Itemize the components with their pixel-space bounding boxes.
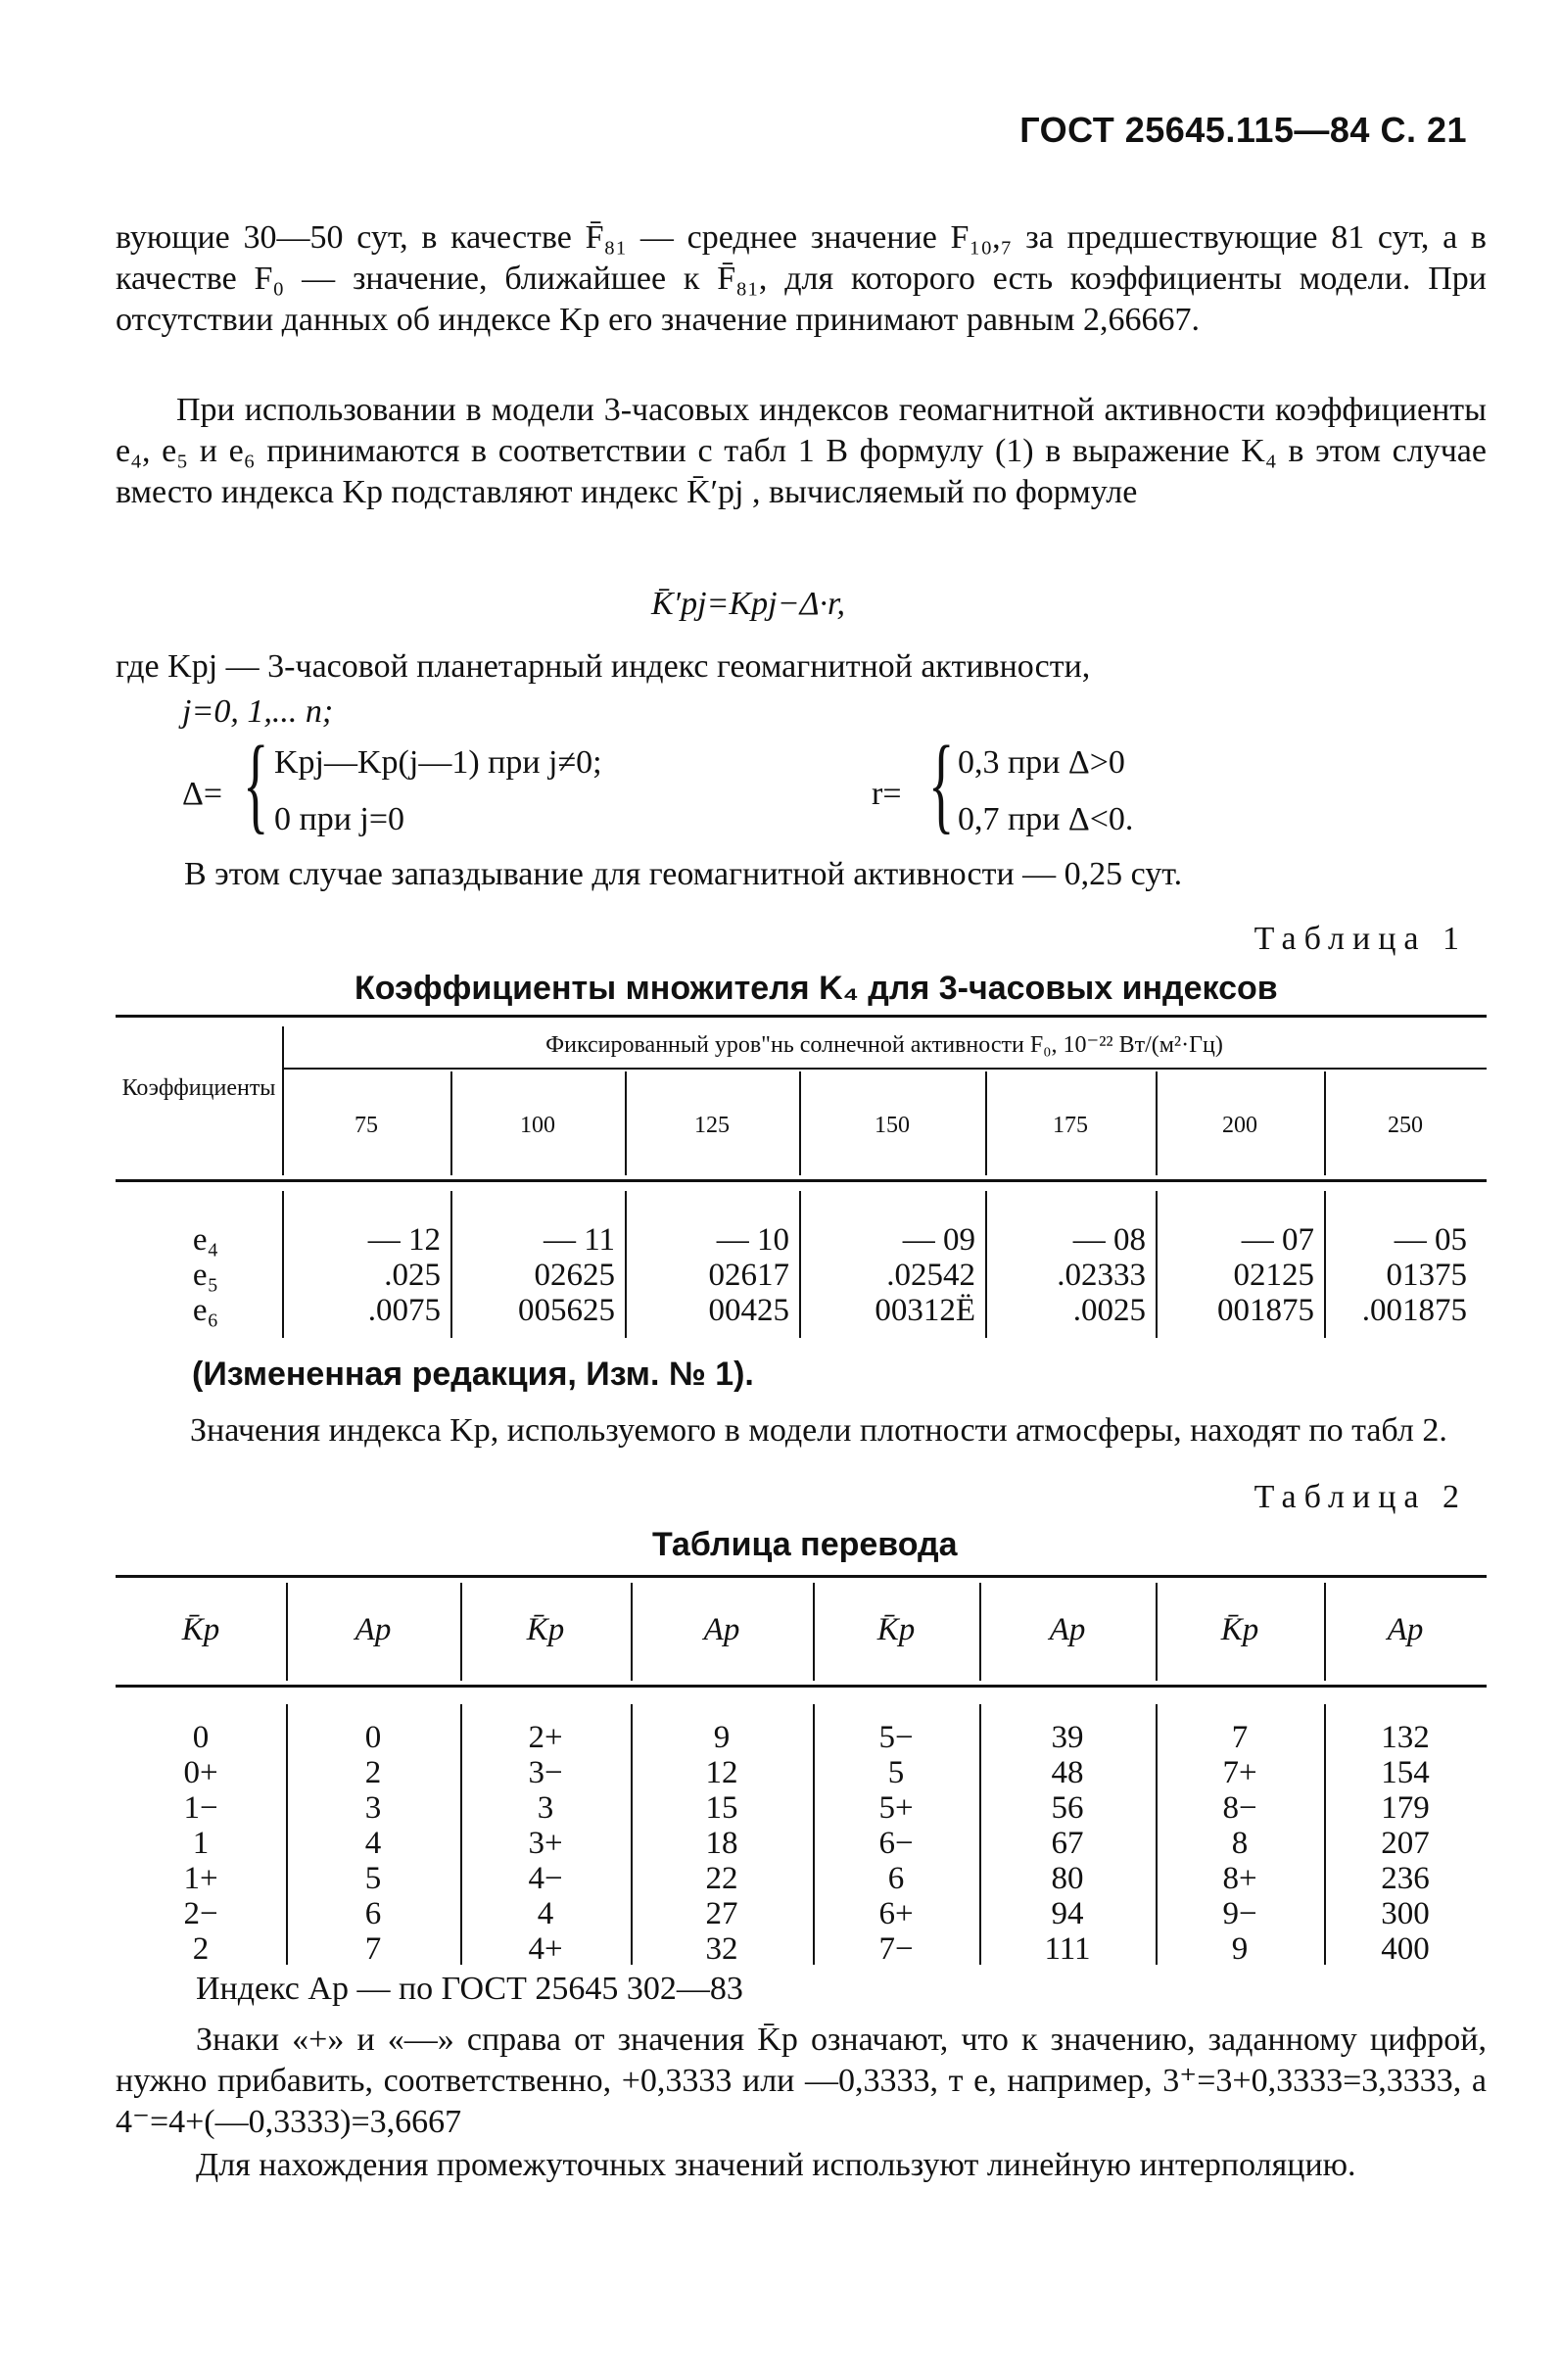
- table-2-cell: 67: [1051, 1826, 1084, 1861]
- paragraph-4: Значения индекса Kp, используемого в модели плотности атмосферы, находят по табл 2.: [190, 1412, 1447, 1449]
- table-2-cell: 22: [705, 1861, 738, 1896]
- table-1-cell: 02125: [1233, 1258, 1314, 1293]
- table-2-cell: 132: [1381, 1720, 1430, 1755]
- table-1-cell: 00312Ё: [875, 1293, 975, 1328]
- table-2-header: K̄p: [181, 1612, 220, 1647]
- table-2-cell: 5−: [878, 1720, 914, 1755]
- table-2-cell: 8+: [1222, 1861, 1257, 1896]
- table-2-cell: 9: [713, 1720, 731, 1755]
- r-label: r=: [872, 776, 902, 812]
- table-2-cell: 236: [1381, 1861, 1430, 1896]
- delta-case-1: Kpj—Kp(j—1) при j≠0;: [274, 744, 602, 781]
- delta-case-2: 0 при j=0: [274, 801, 405, 837]
- table-2-cell: 1+: [183, 1861, 218, 1896]
- table-1-cell: .0025: [1072, 1293, 1146, 1328]
- table-2-cell: 12: [705, 1755, 738, 1790]
- table-1-cell: — 08: [1072, 1222, 1146, 1258]
- table-2-cell: 5: [887, 1755, 905, 1790]
- table-2-cell: 4: [364, 1826, 382, 1861]
- table-1-col-header: 100: [520, 1113, 555, 1138]
- table-1-title: Коэффициенты множителя K₄ для 3-часовых индексов: [355, 970, 1278, 1007]
- table-2-header: Ap: [355, 1612, 392, 1647]
- table-2-cell: 80: [1051, 1861, 1084, 1896]
- table-2-cell: 7: [1231, 1720, 1249, 1755]
- table-1-cell: .025: [384, 1258, 441, 1293]
- where-kpj: где Kpj — 3-часовой планетарный индекс геомагнитной активности,: [116, 648, 1091, 685]
- delta-label: Δ=: [182, 776, 223, 812]
- table-1-cell: .001875: [1361, 1293, 1467, 1328]
- table-2-cell: 5: [364, 1861, 382, 1896]
- formula-kpj: K̄′pj=Kpj−Δ·r,: [651, 586, 845, 622]
- table-1-cell: 01375: [1386, 1258, 1467, 1293]
- where-j: j=0, 1,... n;: [182, 693, 334, 730]
- table-2-cell: 6: [887, 1861, 905, 1896]
- edit-note: (Измененная редакция, Изм. № 1).: [192, 1356, 754, 1393]
- table-2-cell: 15: [705, 1790, 738, 1826]
- table-1-label: Таблица 1: [1254, 921, 1467, 957]
- r-case-1: 0,3 при Δ>0: [958, 744, 1125, 781]
- table-2-cell: 2+: [528, 1720, 563, 1755]
- table-2-cell: 56: [1051, 1790, 1084, 1826]
- table-2-cell: 0: [192, 1720, 210, 1755]
- paragraph-3: В этом случае запаздывание для геомагнитной активности — 0,25 сут.: [184, 856, 1183, 892]
- table-2-cell: 5+: [878, 1790, 914, 1826]
- table-1-cell: 02625: [534, 1258, 615, 1293]
- table-1-cell: .02333: [1057, 1258, 1146, 1293]
- table-2-header: K̄p: [1220, 1612, 1259, 1647]
- table-2-label: Таблица 2: [1254, 1479, 1467, 1515]
- table-1-cell: 00425: [708, 1293, 789, 1328]
- table-2-cell: 6−: [878, 1826, 914, 1861]
- table-2-cell: 32: [705, 1931, 738, 1967]
- table-1-cell: 02617: [708, 1258, 789, 1293]
- table-2-title: Таблица перевода: [652, 1526, 958, 1563]
- table-2-cell: 6: [364, 1896, 382, 1931]
- table-1-cell: — 05: [1394, 1222, 1467, 1258]
- table-1-cell: — 09: [902, 1222, 975, 1258]
- table-1-cell: 005625: [518, 1293, 615, 1328]
- page-header: ГОСТ 25645.115—84 С. 21: [1019, 110, 1467, 150]
- paragraph-1: вующие 30—50 сут, в качестве F̄₈₁ — среднее значение F₁₀,₇ за предшествующие 81 сут, а в качестве F₀ — значение, ближайшее к F̄₈₁, для которого есть коэффициенты модели. При отсутствии данных об индексе Kp его значение принимают равным 2,66667.: [116, 219, 1487, 338]
- table-2-cell: 27: [705, 1896, 738, 1931]
- table-2-cell: 0+: [183, 1755, 218, 1790]
- note-ap: Индекс Ap — по ГОСТ 25645 302—83: [196, 1971, 743, 2007]
- table-2-cell: 48: [1051, 1755, 1084, 1790]
- table-2-cell: 9−: [1222, 1896, 1257, 1931]
- table-1-row-name: e₆: [192, 1293, 219, 1328]
- table-2-cell: 3+: [528, 1826, 563, 1861]
- table-2-cell: 18: [705, 1826, 738, 1861]
- table-1-group-header: Фиксированный уров"нь солнечной активности F₀, 10⁻²² Вт/(м²·Гц): [545, 1032, 1223, 1058]
- table-1-col-header: 175: [1053, 1113, 1088, 1138]
- table-2-cell: 2−: [183, 1896, 218, 1931]
- table-1-col-header: 75: [355, 1113, 378, 1138]
- delta-brace: {: [243, 724, 269, 843]
- table-2-header: Ap: [1049, 1612, 1086, 1647]
- table-2-header: Ap: [703, 1612, 740, 1647]
- table-2-cell: 207: [1381, 1826, 1430, 1861]
- table-2-cell: 2: [192, 1931, 210, 1967]
- table-1-cell: — 11: [543, 1222, 615, 1258]
- table-2-cell: 300: [1381, 1896, 1430, 1931]
- table-1-col-header: 125: [694, 1113, 730, 1138]
- table-2-cell: 4−: [528, 1861, 563, 1896]
- note-signs: Знаки «+» и «—» справа от значения K̄p означают, что к значению, заданному цифрой, нужно прибавить, соответственно, +0,3333 или —0,3333, т е, например, 3⁺=3+0,3333=3,3333, а 4⁻=4+(—0,3333)=3,6667: [116, 2022, 1487, 2140]
- r-brace: {: [928, 724, 955, 843]
- note-interpolation: Для нахождения промежуточных значений используют линейную интерполяцию.: [196, 2147, 1356, 2183]
- table-1-cell: .0075: [367, 1293, 441, 1328]
- table-2-cell: 3: [364, 1790, 382, 1826]
- table-2-cell: 9: [1231, 1931, 1249, 1967]
- table-1-cell: .02542: [886, 1258, 975, 1293]
- table-1-row-name: e₅: [192, 1258, 219, 1293]
- table-1-col-header: 250: [1388, 1113, 1423, 1138]
- table-2-cell: 7: [364, 1931, 382, 1967]
- table-2-cell: 8−: [1222, 1790, 1257, 1826]
- table-2-cell: 39: [1051, 1720, 1084, 1755]
- table-2-cell: 1: [192, 1826, 210, 1861]
- paragraph-2: При использовании в модели 3-часовых индексов геомагнитной активности коэффициенты e₄, e₅ и e₆ принимаются в соответствии с табл 1 В формулу (1) в выражение K₄ в этом случае вместо индекса Kp подставляют индекс K̄′pj , вычисляемый по формуле: [116, 392, 1487, 510]
- table-1-cell: — 12: [367, 1222, 441, 1258]
- table-2-cell: 3: [537, 1790, 554, 1826]
- table-2-cell: 154: [1381, 1755, 1430, 1790]
- table-1-col-header: 150: [875, 1113, 910, 1138]
- table-2-cell: 4: [537, 1896, 554, 1931]
- table-1-cell: — 07: [1241, 1222, 1314, 1258]
- table-2-cell: 6+: [878, 1896, 914, 1931]
- table-1-row-name: e₄: [192, 1222, 219, 1258]
- table-2-header: Ap: [1387, 1612, 1424, 1647]
- table-1-row-header: Коэффициенты: [121, 1075, 276, 1101]
- table-2-cell: 0: [364, 1720, 382, 1755]
- table-1-col-header: 200: [1222, 1113, 1257, 1138]
- table-1-cell: 001875: [1217, 1293, 1314, 1328]
- table-2-header: K̄p: [876, 1612, 916, 1647]
- table-2-cell: 179: [1381, 1790, 1430, 1826]
- table-2-cell: 111: [1044, 1931, 1091, 1967]
- table-2-cell: 4+: [528, 1931, 563, 1967]
- r-case-2: 0,7 при Δ<0.: [958, 801, 1134, 837]
- table-2-cell: 8: [1231, 1826, 1249, 1861]
- table-2-cell: 2: [364, 1755, 382, 1790]
- table-2-cell: 94: [1051, 1896, 1084, 1931]
- table-2-header: K̄p: [526, 1612, 565, 1647]
- table-2-cell: 7+: [1222, 1755, 1257, 1790]
- table-2-cell: 7−: [878, 1931, 914, 1967]
- table-2-cell: 3−: [528, 1755, 563, 1790]
- table-2-cell: 1−: [183, 1790, 218, 1826]
- table-2-cell: 400: [1381, 1931, 1430, 1967]
- table-1-cell: — 10: [716, 1222, 789, 1258]
